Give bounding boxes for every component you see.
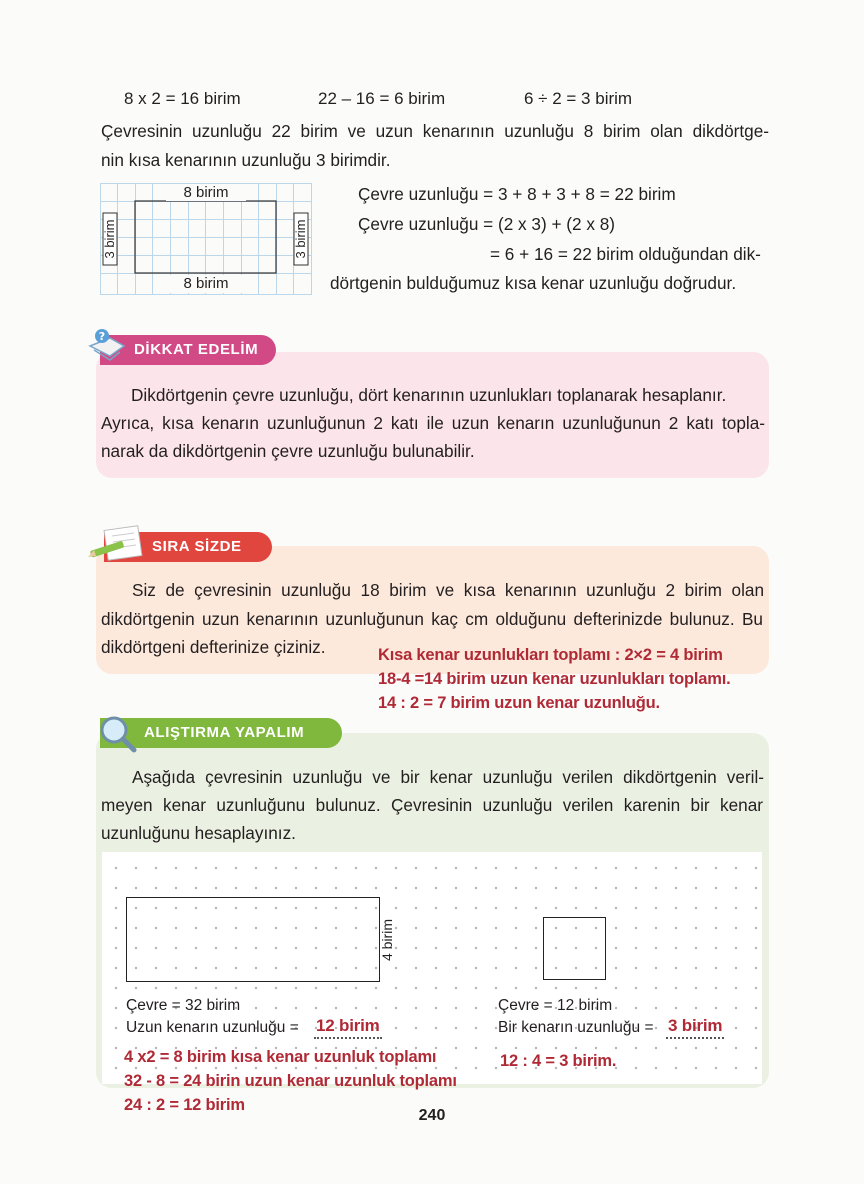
- square-figure: [543, 917, 606, 980]
- grid-left-label: 3 birim: [102, 219, 117, 259]
- grid-right-label: 3 birim: [293, 219, 308, 259]
- alistirma-line-3: uzunluğunu hesaplayınız.: [101, 823, 296, 843]
- page-number: 240: [418, 1107, 446, 1124]
- square-perimeter: Çevre = 12 birim: [498, 997, 613, 1014]
- intro-line-2: nin kısa kenarının uzunluğu 3 birimdir.: [101, 150, 391, 170]
- sira-sizde-title: SIRA SİZDE: [152, 538, 242, 555]
- rect-work-3: 24 : 2 = 12 birim: [124, 1096, 245, 1114]
- calc-1: 8 x 2 = 16 birim: [124, 89, 241, 108]
- rect-answer: 12 birim: [314, 1015, 382, 1039]
- sira-line-3: dikdörtgeni defterinize çiziniz.: [101, 637, 326, 657]
- dikkat-line-2: Ayrıca, kısa kenarın uzunluğunun 2 katı ile uzun kenarın uzunluğunun 2 katı topla-: [101, 413, 765, 433]
- sira-line-1: Siz de çevresinin uzunluğu 18 birim ve kısa kenarının uzunluğu 2 birim olan: [132, 580, 764, 600]
- square-answer: 3 birim: [666, 1015, 724, 1039]
- sira-answer-2: 18-4 =14 birim uzun kenar uzunlukları toplamı.: [378, 670, 731, 688]
- explain-line-4: dörtgenin bulduğumuz kısa kenar uzunluğu doğrudur.: [330, 273, 737, 293]
- calc-3: 6 ÷ 2 = 3 birim: [524, 89, 633, 108]
- calc-2: 22 – 16 = 6 birim: [318, 89, 446, 108]
- rectangle-figure: [126, 897, 380, 982]
- grid-figure: [100, 183, 312, 295]
- svg-text:?: ?: [98, 330, 106, 343]
- explain-line-2: Çevre uzunluğu = (2 x 3) + (2 x 8): [358, 214, 615, 234]
- explain-line-1: Çevre uzunluğu = 3 + 8 + 3 + 8 = 22 birim: [358, 184, 676, 204]
- grid-bottom-label: 8 birim: [166, 275, 246, 293]
- question-mark-icon: [84, 326, 130, 370]
- square-work: 12 : 4 = 3 birim.: [500, 1052, 617, 1070]
- intro-line-1: Çevresinin uzunluğu 22 birim ve uzun kenarının uzunluğu 8 birim olan dikdörtge-: [101, 121, 769, 141]
- rect-work-2: 32 - 8 = 24 birin uzun kenar uzunluk toplamı: [124, 1072, 457, 1090]
- magnifier-icon: [94, 712, 140, 756]
- grid-top-label: 8 birim: [166, 184, 246, 201]
- rect-work-1: 4 x2 = 8 birim kısa kenar uzunluk toplamı: [124, 1048, 437, 1066]
- dikkat-title: DİKKAT EDELİM: [134, 341, 259, 358]
- sira-answer-1: Kısa kenar uzunlukları toplamı : 2×2 = 4 birim: [378, 646, 723, 664]
- dikkat-line-3: narak da dikdörtgenin çevre uzunluğu bulunabilir.: [101, 441, 475, 461]
- square-question: Bir kenarın uzunluğu =: [498, 1019, 654, 1036]
- explain-line-3: = 6 + 16 = 22 birim olduğundan dik-: [490, 244, 761, 264]
- alistirma-title: ALIŞTIRMA YAPALIM: [144, 724, 305, 741]
- rect-question: Uzun kenarın uzunluğu =: [126, 1019, 299, 1036]
- notebook-pencil-icon: [86, 522, 146, 566]
- rect-perimeter: Çevre = 32 birim: [126, 997, 241, 1014]
- sira-line-2: dikdörtgenin uzun kenarının uzunluğunun kaç cm olduğunu defterinizde bulunuz. Bu: [101, 609, 763, 629]
- alistirma-line-1: Aşağıda çevresinin uzunluğu ve bir kenar uzunluğu verilen dikdörtgenin veril-: [132, 767, 764, 787]
- sira-answer-3: 14 : 2 = 7 birim uzun kenar uzunluğu.: [378, 694, 660, 712]
- rect-side-label: 4 birim: [379, 919, 395, 962]
- alistirma-line-2: meyen kenar uzunluğunu bulunuz. Çevresinin uzunluğu verilen karenin bir kenar: [101, 795, 763, 815]
- dikkat-line-1: Dikdörtgenin çevre uzunluğu, dört kenarının uzunlukları toplanarak hesaplanır.: [131, 385, 727, 405]
